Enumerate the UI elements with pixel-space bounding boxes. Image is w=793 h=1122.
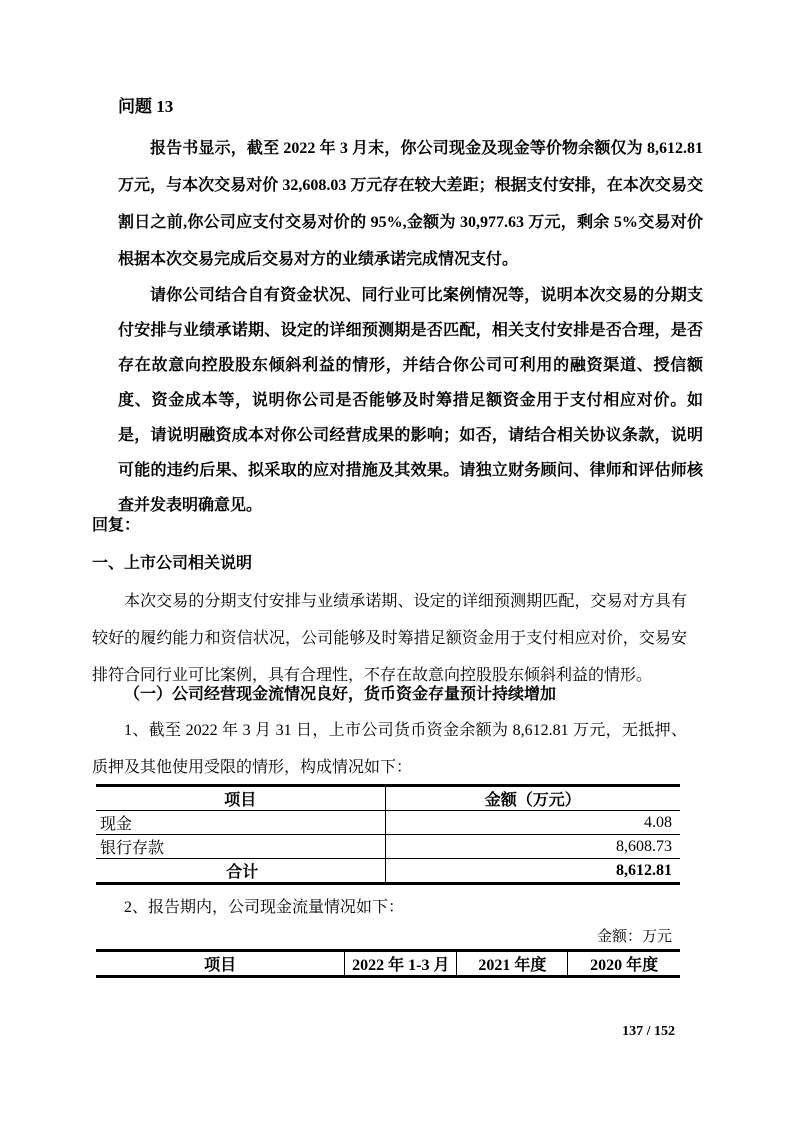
- unit-note: 金额：万元: [596, 929, 672, 945]
- cash-flow-table: [96, 949, 680, 978]
- section-heading: 一、上市公司相关说明: [92, 555, 253, 572]
- column-header-2021: 2021 年度: [457, 951, 568, 977]
- reply-label: 回复：: [92, 517, 141, 534]
- table-total-row: [96, 859, 680, 884]
- column-header-2022q1: 2022 年 1-3 月: [345, 951, 457, 977]
- question-block: [118, 96, 703, 523]
- row-value-cash: 4.08: [385, 811, 680, 835]
- column-header-2020: 2020 年度: [568, 951, 680, 977]
- table-header-row: [96, 951, 680, 977]
- cash-composition-table: [96, 784, 680, 885]
- total-value: 8,612.81: [385, 859, 680, 884]
- row-value-bank-deposit: 8,608.73: [385, 835, 680, 859]
- row-label-cash: 现金: [96, 811, 385, 835]
- row-label-bank-deposit: 银行存款: [96, 835, 385, 859]
- table-row: [96, 811, 680, 835]
- section-paragraph: 本次交易的分期支付安排与业绩承诺期、设定的详细预测期匹配，交易对方具有较好的履约能力和资信状况，公司能够及时筹措足额资金用于支付相应对价，交易安排符合同行业可比案例，具有合理性，不存在故意向控股股东倾斜利益的情形。: [92, 593, 687, 684]
- column-header-amount: 金额（万元）: [385, 786, 680, 811]
- total-label: 合计: [226, 864, 259, 881]
- table-row: [96, 835, 680, 859]
- item2-paragraph: 2、报告期内，公司现金流量情况如下：: [124, 899, 405, 916]
- subsection-heading: （一）公司经营现金流情况良好，货币资金存量预计持续增加: [124, 686, 557, 703]
- item1-paragraph: 1、截至 2022 年 3 月 31 日，上市公司货币资金余额为 8,612.81 万元，无抵押、质押及其他使用受限的情形，构成情况如下：: [92, 722, 687, 776]
- question-title: 问题 13: [118, 97, 174, 116]
- column-header-item: 项目: [96, 786, 385, 811]
- question-paragraph-2: 请你公司结合自有资金状况、同行业可比案例情况等，说明本次交易的分期支付安排与业绩承诺期、设定的详细预测期是否匹配，相关支付安排是否合理，是否存在故意向控股股东倾斜利益的情形，并结合你公司可利用的融资渠道、授信额度、资金成本等，说明你公司是否能够及时筹措足额资金用于支付相应对价。如是，请说明融资成本对你公司经营成果的影响；如否，请结合相关协议条款，说明可能的违约后果、拟采取的应对措施及其效果。请独立财务顾问、律师和评估师核查并发表明确意见。: [118, 287, 703, 514]
- table-header-row: [96, 786, 680, 811]
- question-paragraph-1: 报告书显示，截至 2022 年 3 月末，你公司现金及现金等价物余额仅为 8,612.81 万元，与本次交易对价 32,608.03 万元存在较大差距；根据支付安排，在本次交易交割日之前,你公司应支付交易对价的 95%,金额为 30,977.63 万元，剩余 5%交易对价根据本次交易完成后交易对方的业绩承诺完成情况支付。: [118, 140, 703, 268]
- page-number: 137 / 152: [622, 1024, 675, 1039]
- column-header-item: 项目: [204, 957, 237, 974]
